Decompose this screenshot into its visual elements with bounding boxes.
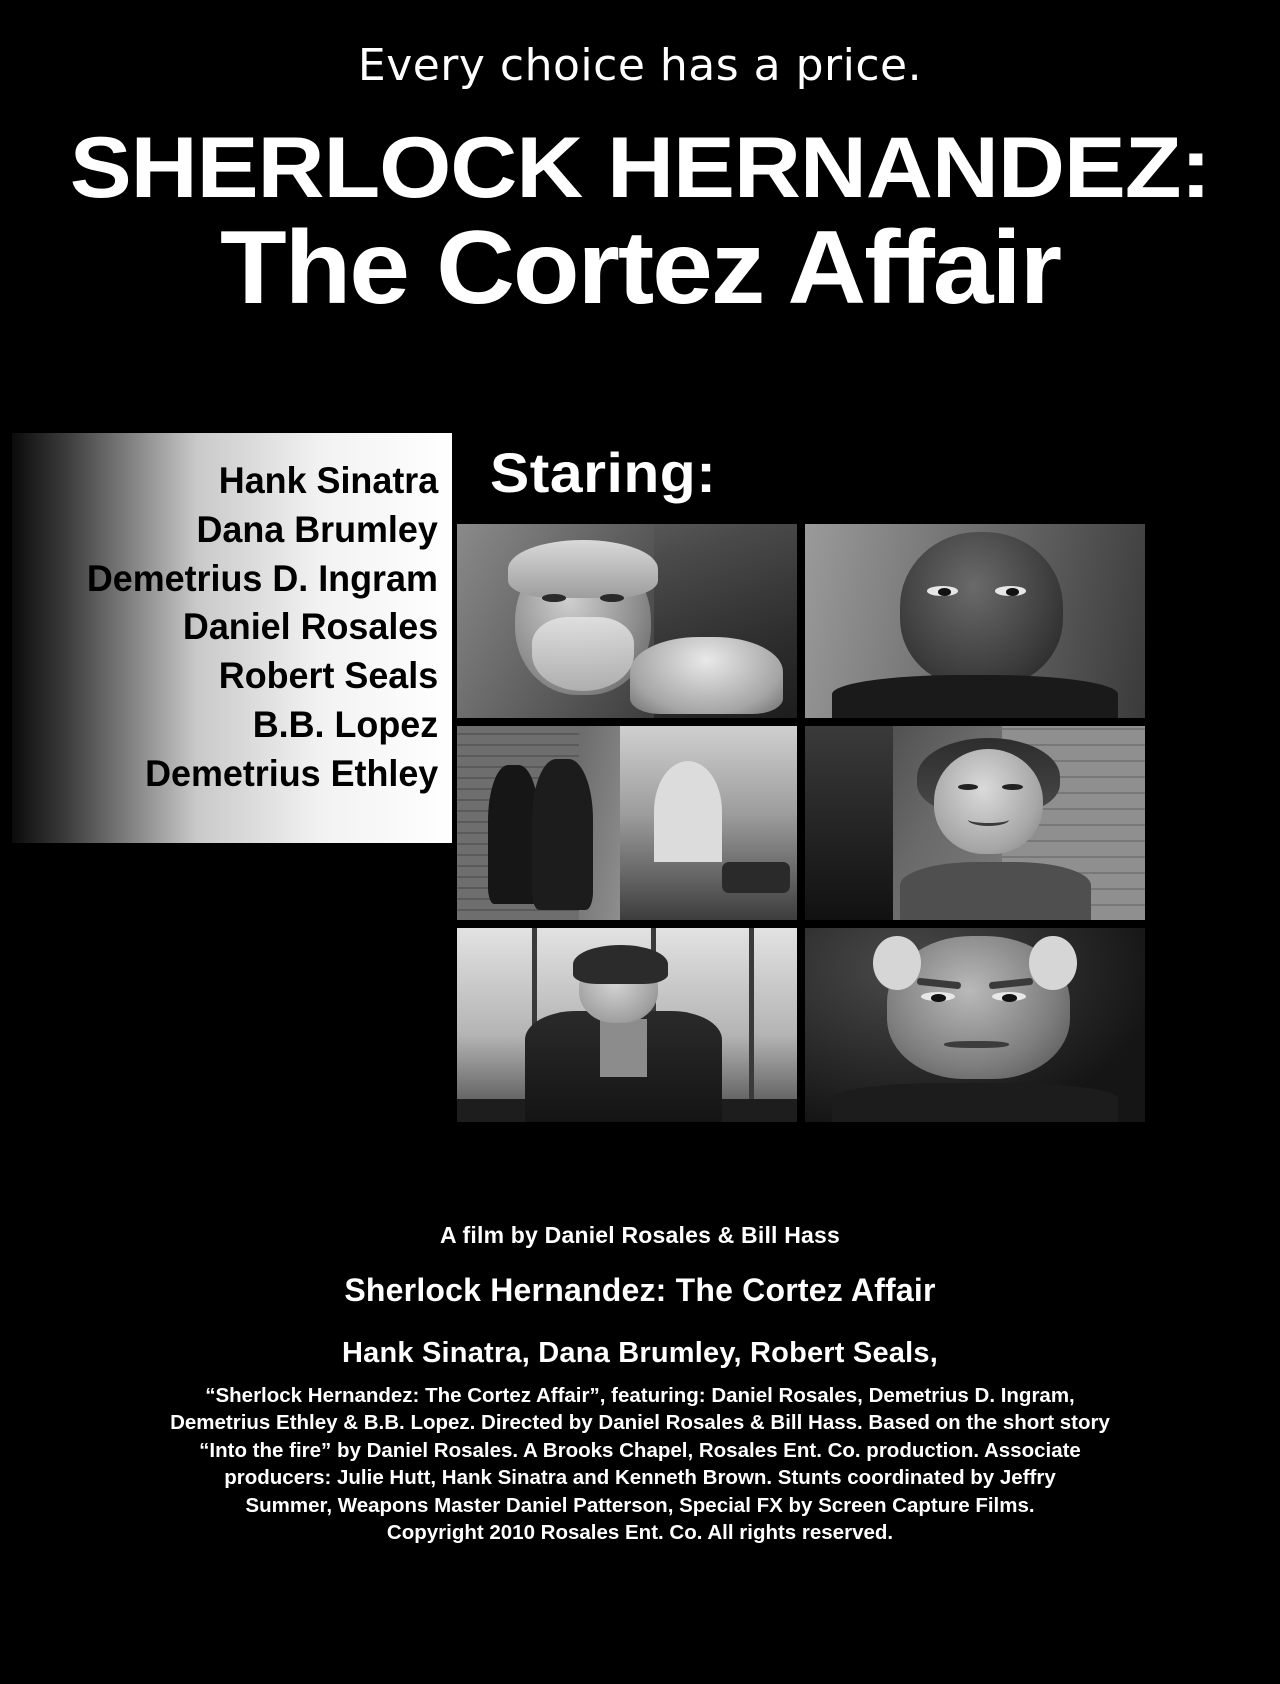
photo-fight-in-hallway — [457, 726, 797, 920]
photo-smiling-woman — [805, 726, 1145, 920]
credit-starring: Hank Sinatra, Dana Brumley, Robert Seals, — [342, 1337, 938, 1369]
pupil-shape — [1006, 588, 1020, 596]
credit-line: Summer, Weapons Master Daniel Patterson, Special FX by Screen Capture Films. — [245, 1493, 1035, 1517]
eye-shape — [542, 594, 566, 602]
credit-line: “Sherlock Hernandez: The Cortez Affair”, featuring: Daniel Rosales, Demetrius D. Ingram, — [205, 1384, 1075, 1407]
beard-shape — [532, 617, 634, 691]
figure-shape — [532, 759, 593, 910]
cast-name: Demetrius D. Ingram — [86, 557, 438, 599]
car-shape — [722, 862, 790, 893]
credit-film-by: A film by Daniel Rosales & Bill Hass — [439, 1222, 841, 1248]
credit-line: Copyright 2010 Rosales Ent. Co. All rights reserved. — [386, 1521, 894, 1545]
photo-older-man-on-couch — [457, 524, 797, 718]
credit-billing-block — [60, 1382, 1220, 1547]
photo-man-by-window — [457, 928, 797, 1122]
credit-line: “Into the fire” by Daniel Rosales. A Brooks Chapel, Rosales Ent. Co. production. Associate — [199, 1438, 1081, 1462]
figure-shape — [488, 765, 539, 905]
hair-shape — [873, 936, 921, 990]
smile-shape — [968, 813, 1009, 826]
photo-grid — [457, 524, 1147, 1120]
hair-shape — [1029, 936, 1077, 990]
credit-film-title: Sherlock Hernandez: The Cortez Affair — [344, 1272, 936, 1308]
photo-man-portrait — [805, 524, 1145, 718]
torso-shape — [832, 1083, 1118, 1122]
hand-shape — [630, 637, 783, 715]
pupil-shape — [931, 994, 946, 1002]
title-line-1: SHERLOCK HERNANDEZ: — [69, 120, 1211, 216]
mouth-shape — [944, 1041, 1009, 1049]
face-shape — [900, 532, 1063, 687]
face-shape — [934, 749, 1043, 854]
hair-shape — [573, 945, 668, 984]
archway-shape — [654, 761, 722, 862]
cast-list-panel — [12, 433, 452, 843]
window-mullion-shape — [749, 928, 754, 1122]
cast-name: Dana Brumley — [196, 508, 438, 550]
cast-name: Demetrius Ethley — [144, 752, 438, 794]
cast-name: Daniel Rosales — [182, 606, 438, 648]
pupil-shape — [1002, 994, 1017, 1002]
cast-name: Robert Seals — [218, 655, 438, 697]
title-line-2: The Cortez Affair — [219, 209, 1060, 326]
cast-name: B.B. Lopez — [252, 704, 438, 746]
shoulder-shape — [832, 675, 1118, 718]
starring-label: Staring: — [490, 441, 717, 504]
poster-title — [0, 120, 1280, 326]
credit-line: Demetrius Ethley & B.B. Lopez. Directed by Daniel Rosales & Bill Hass. Based on the short story — [170, 1411, 1110, 1435]
shirt-shape — [600, 1019, 648, 1077]
poster-tagline: Every choice has a price. — [357, 40, 923, 91]
silhouette-shape — [805, 726, 893, 920]
credit-line: producers: Julie Hutt, Hank Sinatra and Kenneth Brown. Stunts coordinated by Jeffry — [224, 1466, 1056, 1490]
hair-shape — [508, 540, 658, 598]
cast-name: Hank Sinatra — [218, 460, 438, 501]
pupil-shape — [938, 588, 952, 596]
photo-stern-man — [805, 928, 1145, 1122]
torso-shape — [900, 862, 1090, 920]
eye-shape — [600, 594, 624, 602]
